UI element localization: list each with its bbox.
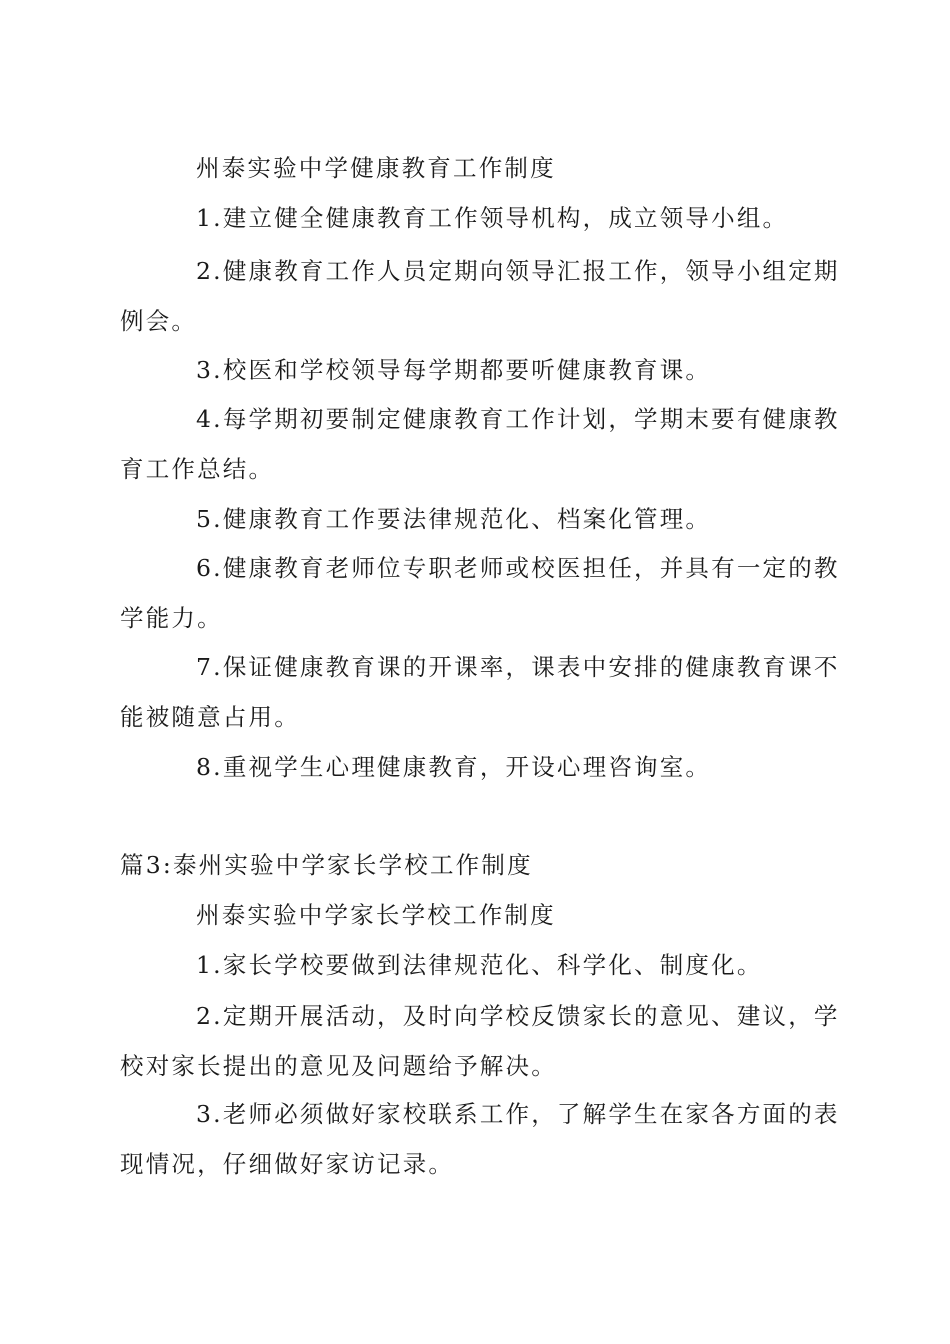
section2-heading: 篇3:泰州实验中学家长学校工作制度 <box>120 851 533 879</box>
section1-item-8: 8.重视学生心理健康教育，开设心理咨询室。 <box>196 753 712 781</box>
section1-item-6: 6.健康教育老师位专职老师或校医担任，并具有一定的教学能力。 <box>120 554 840 632</box>
section1-item-4: 4.每学期初要制定健康教育工作计划，学期末要有健康教育工作总结。 <box>120 405 840 483</box>
section2-item-3: 3.老师必须做好家校联系工作，了解学生在家各方面的表现情况，仔细做好家访记录。 <box>120 1100 840 1178</box>
section1-item-1: 1.建立健全健康教育工作领导机构，成立领导小组。 <box>196 204 789 232</box>
section2-title: 州泰实验中学家长学校工作制度 <box>196 901 556 929</box>
section1-item-2: 2.健康教育工作人员定期向领导汇报工作，领导小组定期例会。 <box>120 257 840 335</box>
section2-item-2: 2.定期开展活动，及时向学校反馈家长的意见、建议，学校对家长提出的意见及问题给予解决。 <box>120 1002 840 1080</box>
section1-title: 州泰实验中学健康教育工作制度 <box>196 154 556 182</box>
section2-item-1: 1.家长学校要做到法律规范化、科学化、制度化。 <box>196 951 763 979</box>
section1-item-3: 3.校医和学校领导每学期都要听健康教育课。 <box>196 356 712 384</box>
section1-item-5: 5.健康教育工作要法律规范化、档案化管理。 <box>196 505 712 533</box>
section1-item-7: 7.保证健康教育课的开课率，课表中安排的健康教育课不能被随意占用。 <box>120 653 840 731</box>
